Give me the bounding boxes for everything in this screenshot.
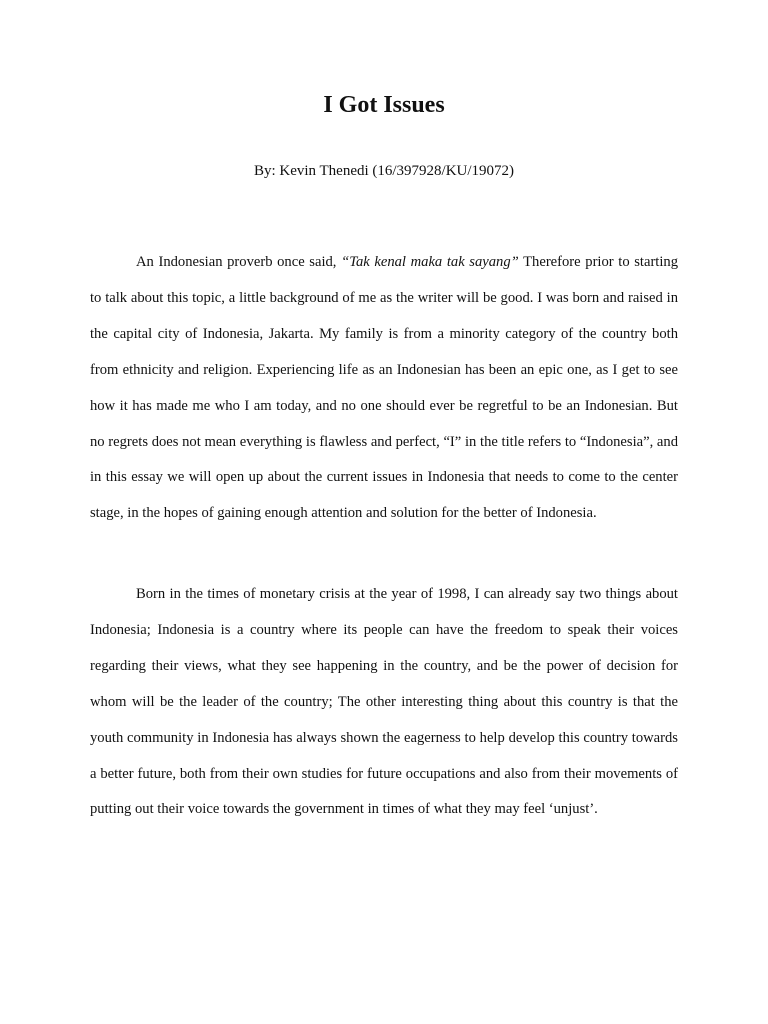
paragraph-2: Born in the times of monetary crisis at the year of 1998, I can already say two things about Indonesia; Indonesia is a country where its people can have the freedom to speak their voices regarding their views, what they see happening in the country, and be the power of decision for whom will be the leader of the country; The other interesting thing about this country is that the youth community in Indonesia has always shown the eagerness to help develop this country towards a better future, both from their own studies for future occupations and also from their movements of putting out their voice towards the government in times of what they may feel ‘unjust’. [90, 586, 678, 818]
essay-title: I Got Issues [323, 92, 445, 118]
author-byline: By: Kevin Thenedi (16/397928/KU/19072) [253, 163, 515, 179]
paragraph-1-intro: An Indonesian proverb once said, [136, 254, 342, 270]
paragraph-1 [90, 245, 678, 532]
paragraph-1-body: Therefore prior to starting to talk about this topic, a little background of me as the writer will be good. I was born and raised in the capital city of Indonesia, Jakarta. My family is from a minority category of the country both from ethnicity and religion. Experiencing life as an Indonesian has been an epic one, as I get to see how it has made me who I am today, and no one should ever be regretful to be an Indonesian. But no regrets does not mean everything is flawless and perfect, “I” in the title refers to “Indonesia”, and in this essay we will open up about the current issues in Indonesia that needs to come to the center stage, in the hopes of gaining enough attention and solution for the better of Indonesia. [90, 254, 679, 522]
proverb-quote: “Tak kenal maka tak sayang” [341, 254, 519, 270]
